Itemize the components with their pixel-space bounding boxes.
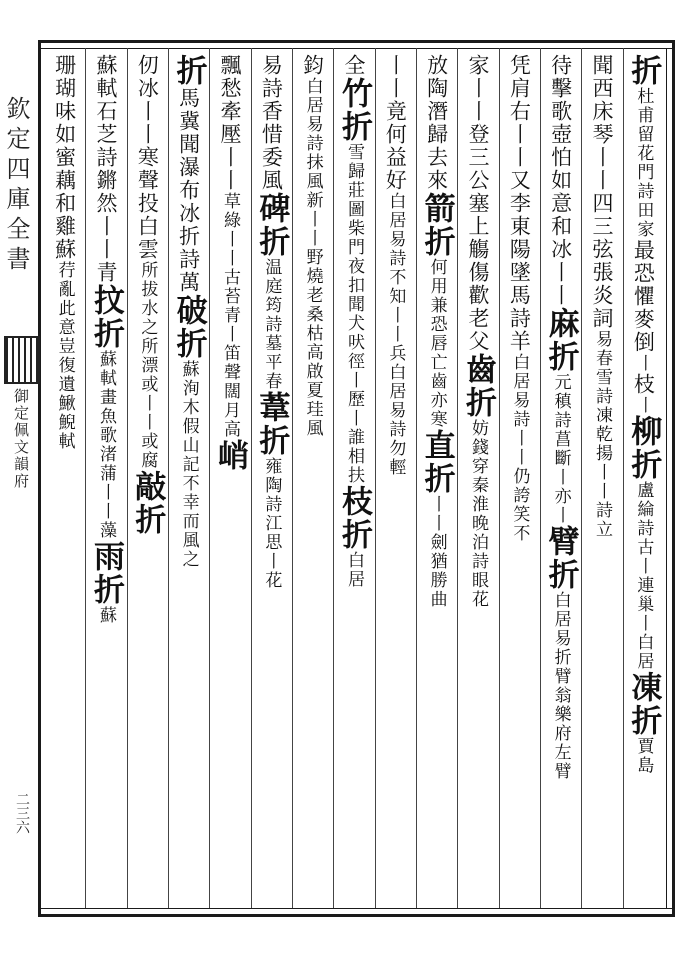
body-text: 易詩香惜委風 <box>259 54 284 192</box>
annotation-text: 妨錢穿秦淮晚泊詩眼花 <box>468 419 488 609</box>
headword: 臂折 <box>542 525 579 591</box>
annotation-text: 白居易詩勿輕 <box>385 363 406 477</box>
annotation-text: 丨笛聲闊月高 <box>220 325 240 439</box>
text-column <box>251 54 291 904</box>
top-border-inner <box>38 48 674 49</box>
text-column <box>45 54 85 904</box>
headword: 麻折 <box>542 307 579 373</box>
column-divider <box>499 48 500 908</box>
annotation-text: 丨 <box>633 354 654 373</box>
annotation-text: 温庭筠詩墓平春 <box>261 258 282 391</box>
headword: 抆折 <box>88 284 124 350</box>
column-divider <box>416 48 417 908</box>
right-border-outer <box>672 40 675 917</box>
headword: 折 <box>625 54 662 87</box>
text-column <box>582 54 622 904</box>
bottom-border-inner <box>38 908 674 909</box>
column-divider <box>623 48 624 908</box>
body-text: 馬冀聞瀑布冰折詩萬 <box>176 87 201 294</box>
headword: 折 <box>170 54 207 87</box>
annotation-text: 白居易詩不知丨丨兵 <box>385 192 406 363</box>
headword: 雨折 <box>88 540 124 606</box>
annotation-text: 何用兼恐唇亡齒亦寒 <box>426 258 447 429</box>
annotation-text: 白居易詩丨丨仍誇笑不 <box>509 353 530 543</box>
annotation-text: 丨 <box>633 396 654 415</box>
headword: 枝折 <box>336 485 372 551</box>
text-column <box>210 54 250 904</box>
annotation-text: 白居 <box>344 551 364 589</box>
page-gutter <box>0 40 38 917</box>
body-text: 鈞 <box>300 54 325 77</box>
column-divider <box>375 48 376 908</box>
column-divider <box>168 48 169 908</box>
annotation-text: 白居易詩抹風新丨丨野燒老桑枯高啟夏珪風 <box>302 77 323 438</box>
text-column <box>541 54 581 904</box>
gutter-fish-tail-mark <box>4 336 40 384</box>
annotation-text: 軾 <box>54 432 75 451</box>
headword: 直折 <box>418 429 455 495</box>
column-divider <box>457 48 458 908</box>
column-divider <box>85 48 86 908</box>
text-column <box>417 54 457 904</box>
gutter-book-title: 欽定四庫全書 <box>2 96 30 276</box>
annotation-text: 賈島 <box>633 737 654 775</box>
text-column <box>623 54 663 904</box>
annotation-text: 元稹詩菖 <box>550 373 571 449</box>
body-text: 仞冰丨丨寒聲投白雲 <box>135 54 160 261</box>
left-border <box>38 40 41 917</box>
annotation-text: 詩立 <box>592 501 612 539</box>
body-text: 放陶潛歸去來 <box>424 54 449 192</box>
body-text: 蘇軾石芝詩鏘然丨丨青 <box>94 54 118 284</box>
headword: 敲折 <box>129 470 166 536</box>
column-divider <box>540 48 541 908</box>
column-divider <box>581 48 582 908</box>
column-divider <box>292 48 293 908</box>
headword: 破折 <box>170 294 207 360</box>
annotation-text: 草綠丨丨古苔青 <box>220 192 240 325</box>
annotation-text: 盧綸詩古丨連巢丨白居 <box>633 481 654 671</box>
annotation-text: 白居易折臂 <box>550 591 571 686</box>
annotation-text: 翁樂府左臂 <box>550 686 571 781</box>
body-text: 待擊歌壺怕如意和冰丨丨 <box>548 54 573 307</box>
annotation-text: 丨丨劍猶勝曲 <box>426 495 447 609</box>
text-column <box>86 54 126 904</box>
headword: 葦折 <box>253 391 290 457</box>
bottom-border-outer <box>38 914 674 917</box>
gutter-page-number: 二三六 <box>14 792 30 834</box>
headword: 碑折 <box>253 192 290 258</box>
annotation-text: 杜甫留花門詩田家 <box>633 87 654 239</box>
annotation-text: 雍陶詩江思丨花 <box>261 457 282 590</box>
right-border-inner <box>666 48 667 909</box>
headword: 峭 <box>212 439 248 472</box>
annotation-text: 蘇軾畫魚歌渚蒲丨丨藻 <box>96 350 116 540</box>
text-column <box>293 54 333 904</box>
body-text: 聞西床琴丨丨四三弦張炎詞 <box>590 54 614 330</box>
column-divider <box>333 48 334 908</box>
column-divider <box>251 48 252 908</box>
body-text: 丨丨竟何益好 <box>383 54 408 192</box>
headword: 凍折 <box>625 671 662 737</box>
body-text: 飄愁牽壓丨丨 <box>218 54 242 192</box>
body-text: 枝 <box>631 373 656 396</box>
headword: 齒折 <box>460 353 496 419</box>
text-column <box>169 54 209 904</box>
text-column <box>334 54 374 904</box>
annotation-text: 易春雪詩凍乾揚丨丨 <box>592 330 612 501</box>
body-text: 珊瑚味如蜜藕和雞蘇 <box>52 54 77 261</box>
top-border-outer <box>38 40 674 43</box>
annotation-text: 斷丨亦丨 <box>550 449 571 525</box>
annotation-text: 蘇 <box>96 606 116 625</box>
body-text: 凭肩右丨丨又李東陽墜馬詩羊 <box>507 54 532 353</box>
body-text: 全 <box>342 54 366 77</box>
annotation-text: 荇亂此意豈復遺鰍鯢 <box>54 261 75 432</box>
text-column <box>375 54 415 904</box>
headword: 竹折 <box>336 77 372 143</box>
column-divider <box>127 48 128 908</box>
annotation-text: 雪歸莊圖柴門夜扣聞犬吠徑丨歷丨誰相扶 <box>344 143 364 485</box>
annotation-text: 蘇洵木假山記不幸而風之 <box>178 360 199 569</box>
body-text: 家丨丨登三公塞上觴傷歡老父 <box>466 54 490 353</box>
text-column <box>458 54 498 904</box>
body-text: 最恐懼麥倒 <box>631 239 656 354</box>
text-column <box>127 54 167 904</box>
annotation-text: 所拔水之所漂或丨丨或腐 <box>137 261 158 470</box>
column-divider <box>209 48 210 908</box>
headword: 柳折 <box>625 415 662 481</box>
gutter-volume-title: 御定佩文韻府 <box>12 388 30 490</box>
headword: 箭折 <box>418 192 455 258</box>
text-column <box>499 54 539 904</box>
